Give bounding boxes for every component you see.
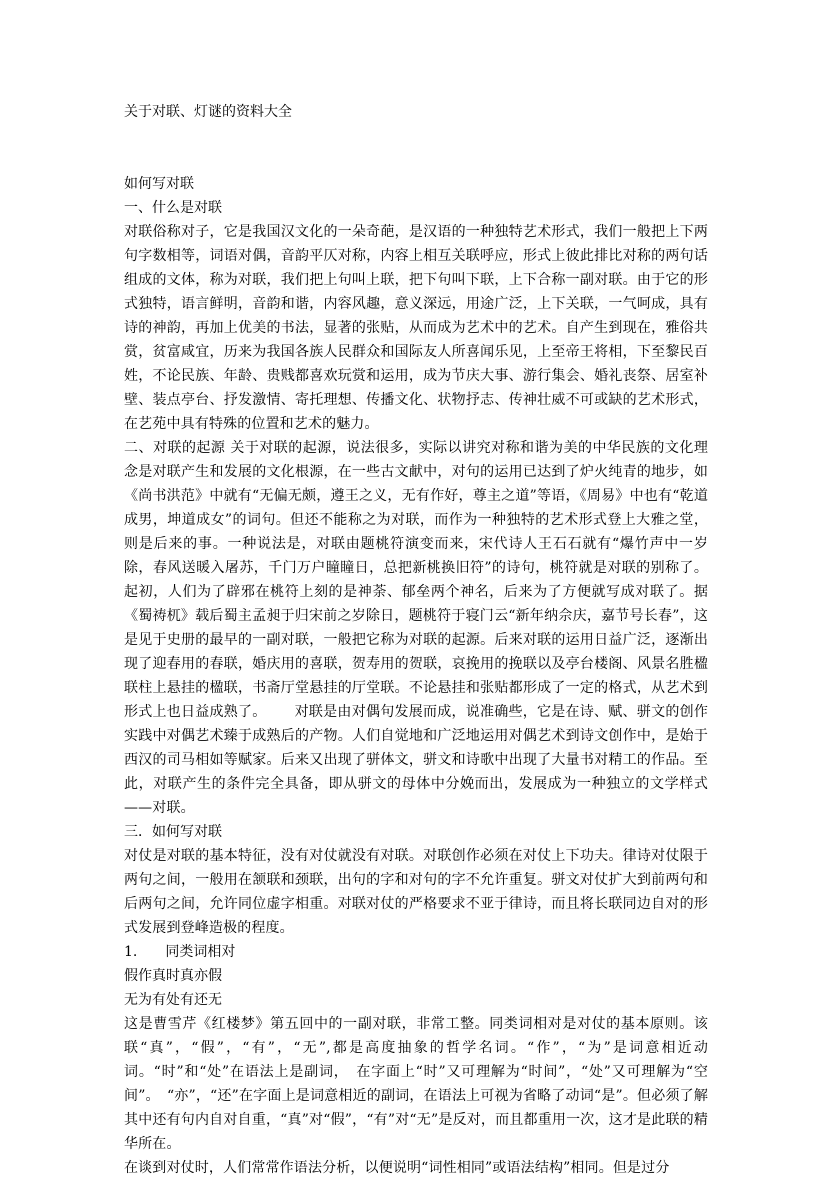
section-heading: 如何写对联 bbox=[124, 176, 194, 192]
list-item-label: 同类词相对 bbox=[165, 944, 236, 960]
paragraph-origin-continued: 对联是由对偶句发展而成，说准确些，它是在诗、赋、骈文的创作实践中对偶艺术臻于成熟后的产物。人们自觉地和广泛地运用对偶艺术到诗文创作中，是始于西汉的司马相如等赋家。后来又出现了骈体文，骈文和诗歌中出现了大量书对精工的作品。至此，对联产生的条件完全具备，即从骈文的母体中分娩而出，发展成为一种独立的文学样式——对联。 bbox=[124, 704, 708, 816]
heading-what-is-couplet: 一、什么是对联 bbox=[124, 200, 222, 216]
paragraph-antithesis: 对仗是对联的基本特征，没有对仗就没有对联。对联创作必须在对仗上下功夫。律诗对仗限于两句之间，一般用在颔联和颈联，出句的字和对句的字不允许重复。骈文对仗扩大到前两句和后两句之间，允许同位虚字相重。对联对仗的严格要求不亚于律诗，而且将长联同边自对的形式发展到登峰造极的程度。 bbox=[124, 848, 708, 936]
paragraph-grammar-analysis: 在谈到对仗时，人们常常作语法分析，以便说明“词性相同”或语法结构”相同。但是过分 bbox=[124, 1160, 670, 1176]
paragraph-couplet-analysis: 这是曹雪芹《红楼梦》第五回中的一副对联，非常工整。同类词相对是对仗的基本原则。该联“真”，“假”，“有”，“无”,都是高度抽象的哲学名词。“作”，“为”是词意相近动词。“时”和“处”在语法上是副词， 在字面上“时”又可理解为“时间”，“处”又可理解为“空间”。 “亦”，“还”在字面上是词意相近的副词，在语法上可视为省略了动词“是”。但必须了解其中还有句内自对自重，“真”对“假”，“有”对“无”是反对，而且都重用一次，这才是此联的精华所在。 bbox=[124, 1016, 708, 1152]
list-item-number: 1. bbox=[124, 944, 138, 960]
document-body bbox=[124, 100, 708, 1180]
document-title: 关于对联、灯谜的资料大全 bbox=[124, 104, 292, 120]
blank-line bbox=[124, 124, 708, 148]
heading-how-to-write: 三．如何写对联 bbox=[124, 824, 222, 840]
paragraph-origin-text: 二、对联的起源 关于对联的起源，说法很多，实际以讲究对称和谐为美的中华民族的文化理念是对联产生和发展的文化根源，在一些古文献中，对句的运用已达到了炉火纯青的地步，如《尚书洪范》中就有“无偏无颇，遵王之义，无有作好，尊主之道”等语，《周易》中也有“乾道成男，坤道成女”的词句。但还不能称之为对联，而作为一种独特的艺术形式登上大雅之堂，则是后来的事。一种说法是，对联由题桃符演变而来，宋代诗人王石石就有“爆竹声中一岁除，春风送暖入屠苏，千门万户瞳瞳日，总把新桃换旧符”的诗句，桃符就是对联的别称了。起初，人们为了辟邪在桃符上刻的是神荼、郁垒两个神名，后来为了方便就写成对联了。据《蜀祷杌》载后蜀主孟昶于归宋前之岁除日，题桃符于寝门云“新年纳佘庆，嘉节号长春”，这是见于史册的最早的一副对联，一般把它称为对联的起源。后来对联的运用日益广泛，逐渐出现了迎春用的春联，婚庆用的喜联，贺寿用的贺联，哀挽用的挽联以及亭台楼阁、风景名胜楹联柱上悬挂的楹联，书斋厅堂悬挂的厅堂联。不论悬挂和张贴都形成了一定的格式，从艺术到形式上也日益成熟了。 bbox=[124, 440, 708, 720]
list-item-heading bbox=[124, 940, 708, 964]
paragraph-definition: 对联俗称对子，它是我国汉文化的一朵奇葩，是汉语的一种独特艺术形式，我们一般把上下两句字数相等，词语对偶，音韵平仄对称，内容上相互关联呼应，形式上彼此排比对称的两句话组成的文体，称为对联，我们把上句叫上联，把下句叫下联，上下合称一副对联。由于它的形式独特，语言鲜明，音韵和谐，内容风趣，意义深远，用途广泛，上下关联，一气呵成，具有诗的神韵，再加上优美的书法，显著的张贴，从而成为艺术中的艺术。自产生到现在，雅俗共赏，贫富咸宜，历来为我国各族人民群众和国际友人所喜闻乐见，上至帝王将相，下至黎民百姓，不论民族、年龄、贵贱都喜欢玩赏和运用，成为节庆大事、游行集会、婚礼丧祭、居室补壁、装点亭台、抒发激情、寄托理想、传播文化、状物抒志、传神壮威不可或缺的艺术形式，在艺苑中具有特殊的位置和艺术的魅力。 bbox=[124, 224, 708, 432]
couplet-line-second: 无为有处有还无 bbox=[124, 992, 222, 1008]
paragraph-origin bbox=[124, 436, 708, 820]
couplet-line-first: 假作真时真亦假 bbox=[124, 968, 222, 984]
blank-line bbox=[124, 148, 708, 172]
